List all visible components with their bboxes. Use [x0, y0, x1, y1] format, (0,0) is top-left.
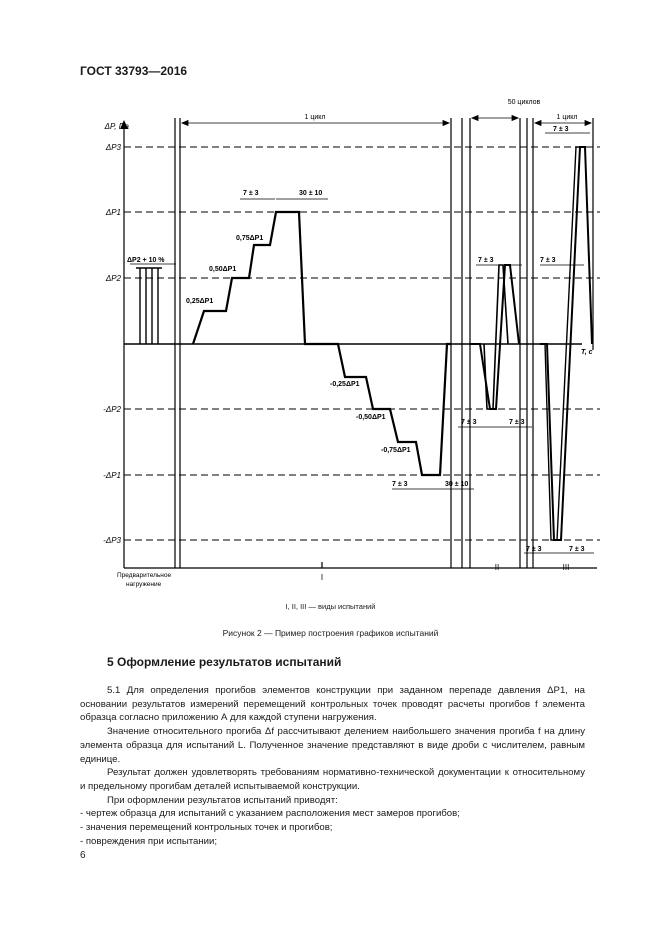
y-label-mdp2: -ΔP2: [103, 405, 121, 414]
bottom-labels: [117, 563, 569, 588]
list-item: - значения перемещений контрольных точек и прогибов;: [80, 822, 333, 834]
preload-bars: [130, 264, 176, 344]
paragraph-5-1: 5.1 Для определения прогибов элементов конструкции при заданном перепаде давления ΔP1, на основании результатов измерений перемещений контрольных точек проводят расчеты прогибов f элемента образца согласно приложению А для каждой ступени нагружения.: [80, 685, 585, 724]
y-level-labels: [103, 122, 129, 545]
y-label-dp3: ΔP3: [105, 143, 121, 152]
level-lines: [124, 147, 600, 540]
span-label-50: 50 циклов: [507, 99, 541, 106]
step-label-025: 0,25ΔP1: [186, 298, 214, 305]
y-axis-title: ΔP, Па: [104, 122, 129, 131]
dur-7-neg: 7 ± 3: [392, 481, 408, 488]
time-axis-label: T, с: [581, 349, 593, 356]
dur-7-iii-br: 7 ± 3: [569, 546, 585, 553]
step-label-075: 0,75ΔP1: [236, 235, 264, 242]
dur-7-ii-bl: 7 ± 3: [461, 419, 477, 426]
dur-7-iii-star: 7 ± 3: [553, 126, 569, 133]
document-header: ГОСТ 33793—2016: [80, 64, 188, 78]
figure-caption: Рисунок 2 — Пример построения графиков испытаний: [222, 628, 439, 638]
step-label-m075: -0,75ΔP1: [381, 447, 411, 454]
paragraph-result: Результат должен удовлетворять требованиям нормативно-технической документации к относительному и предельному прогибам деталей испытываемой конструкции.: [80, 767, 585, 792]
dur-7-iii-top: 7 ± 3: [540, 257, 556, 264]
list-item: - повреждения при испытании;: [80, 835, 218, 847]
dur-7-ii-top: 7 ± 3: [478, 257, 494, 264]
type-label-i: I: [320, 573, 324, 582]
paragraph-list-intro: При оформлении результатов испытаний приводят:: [107, 794, 338, 806]
figure-legend: I, II, III — виды испытаний: [285, 602, 376, 611]
dur-30-neg: 30 ± 10: [445, 481, 469, 488]
type-label-ii: II: [494, 563, 500, 572]
step-label-m025: -0,25ΔP1: [330, 381, 360, 388]
step-label-m050: -0,50ΔP1: [356, 414, 386, 421]
body-text: [80, 684, 585, 848]
step-label-050: 0,50ΔP1: [209, 266, 237, 273]
dur-7-iii-bl: 7 ± 3: [526, 546, 542, 553]
curve-annotations: [127, 99, 593, 553]
span-label-cycle-1: 1 цикл: [304, 114, 326, 121]
section-title: 5 Оформление результатов испытаний: [107, 655, 342, 669]
dur-7-top: 7 ± 3: [243, 190, 259, 197]
page-number: 6: [80, 850, 86, 861]
preload-label: ΔP2 + 10 %: [127, 257, 165, 264]
list-item: - чертеж образца для испытаний с указанием расположения мест замеров прогибов;: [80, 808, 460, 820]
dur-30-top: 30 ± 10: [299, 190, 323, 197]
preload-caption-2: нагружение: [126, 581, 162, 588]
y-label-mdp1: -ΔP1: [103, 471, 121, 480]
preload-caption-1: Предварительное: [117, 572, 172, 579]
y-label-dp1: ΔP1: [105, 208, 121, 217]
type-label-iii: III: [562, 563, 570, 572]
dimension-lines: [182, 116, 594, 554]
y-label-dp2: ΔP2: [105, 274, 121, 283]
axes-and-separators: [124, 118, 597, 568]
span-label-cycle-2: 1 цикл: [556, 114, 578, 121]
paragraph-relative-deflection: Значение относительного прогиба Δf рассчитывают делением наибольшего значения прогиба f на длину элемента образца для испытаний L. Полученное значение представляют в виде дроби с числителем, равным единице.: [80, 726, 585, 765]
dur-7-ii-br: 7 ± 3: [509, 419, 525, 426]
y-label-mdp3: -ΔP3: [103, 536, 121, 545]
